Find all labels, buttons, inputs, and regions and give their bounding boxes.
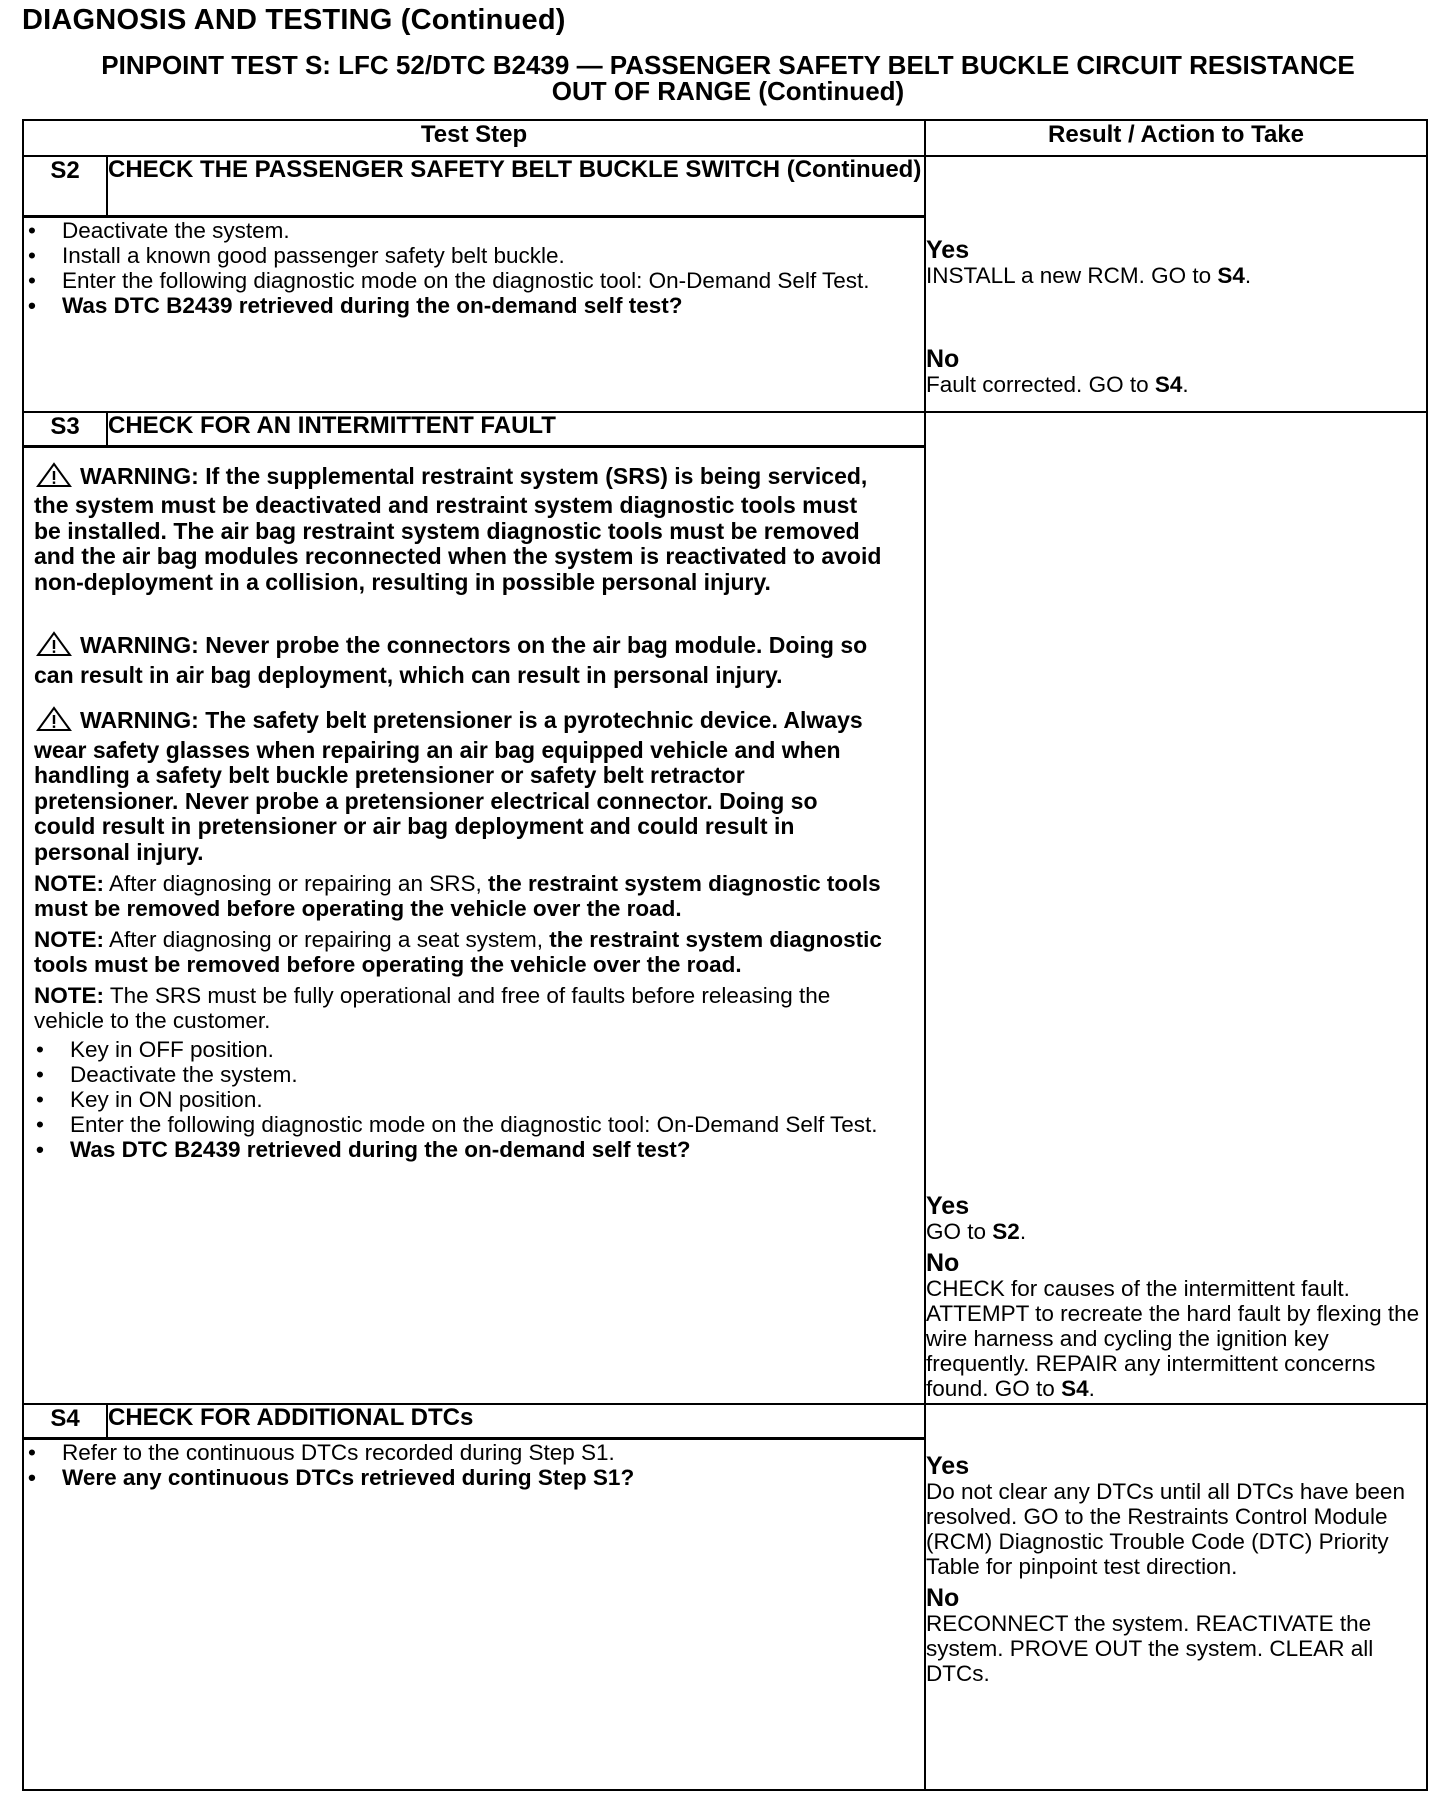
step-body-s2 bbox=[23, 216, 925, 412]
step-title-s3: CHECK FOR AN INTERMITTENT FAULT bbox=[107, 412, 925, 446]
note-srs-operational: NOTE: The SRS must be fully operational and free of faults before releasing the vehicle to the customer. bbox=[34, 983, 831, 1033]
step-title-s2: CHECK THE PASSENGER SAFETY BELT BUCKLE SWITCH (Continued) bbox=[107, 156, 925, 216]
result-header: Result / Action to Take bbox=[925, 120, 1427, 156]
step-s4-bullets bbox=[24, 1440, 924, 1490]
no-action: CHECK for causes of the intermittent fault. ATTEMPT to recreate the hard fault by flexing the wire harness and cycling the ignition key frequently. REPAIR any intermittent concerns found. GO to S4. bbox=[926, 1276, 1420, 1401]
result-cell-s3 bbox=[925, 412, 1427, 1404]
result-no-s3 bbox=[926, 1244, 1426, 1401]
warning-srs-service: WARNING: If the supplemental restraint system (SRS) is being serviced, the system must be deactivated and restraint system diagnostic tools must be installed. The air bag restraint system diagnostic tools must be removed and the air bag modules reconnected when the system is reactivated to avoid non-deployment in a collision, resulting in possible personal injury. bbox=[34, 462, 882, 595]
list-item: • Deactivate the system. bbox=[32, 1062, 884, 1087]
step-number-s2: S2 bbox=[23, 156, 107, 216]
warning-triangle-icon bbox=[36, 462, 72, 494]
result-yes-s3 bbox=[926, 413, 1426, 1244]
list-item: • Enter the following diagnostic mode on the diagnostic tool: On-Demand Self Test. bbox=[24, 268, 924, 293]
yes-action: GO to S2. bbox=[926, 1219, 1027, 1244]
no-label: No bbox=[926, 1584, 960, 1612]
no-label: No bbox=[926, 345, 960, 373]
yes-action: INSTALL a new RCM. GO to S4. bbox=[926, 263, 1252, 288]
result-yes-s4 bbox=[926, 1405, 1426, 1579]
step-s2-question: • Was DTC B2439 retrieved during the on-demand self test? bbox=[24, 293, 924, 318]
yes-label: Yes bbox=[926, 1192, 970, 1220]
step-body-s3 bbox=[23, 446, 925, 1404]
step-s3-title-row bbox=[23, 412, 1427, 446]
result-yes-s2 bbox=[926, 157, 1426, 288]
pinpoint-test-table bbox=[22, 119, 1428, 1791]
list-item: • Key in ON position. bbox=[32, 1087, 884, 1112]
note-srs-repair: NOTE: After diagnosing or repairing an SRS, the restraint system diagnostic tools must be removed before operating the vehicle over the road. bbox=[34, 871, 881, 921]
test-step-header: Test Step bbox=[23, 120, 925, 156]
list-item: • Enter the following diagnostic mode on the diagnostic tool: On-Demand Self Test. bbox=[32, 1112, 884, 1137]
step-s3-question: • Was DTC B2439 retrieved during the on-demand self test? bbox=[32, 1137, 884, 1162]
step-s3-bullets bbox=[32, 1037, 884, 1162]
result-no-s4 bbox=[926, 1579, 1426, 1686]
step-number-s3: S3 bbox=[23, 412, 107, 446]
table-header-row bbox=[23, 120, 1427, 156]
result-cell-s2 bbox=[925, 156, 1427, 412]
result-no-s2 bbox=[926, 288, 1426, 397]
warning-probe-connectors: WARNING: Never probe the connectors on the air bag module. Doing so can result in air bag deployment, which can result in personal injury. bbox=[34, 632, 868, 688]
step-number-s4: S4 bbox=[23, 1404, 107, 1438]
step-s2-title-row bbox=[23, 156, 1427, 216]
step-s4-title-row bbox=[23, 1404, 1427, 1438]
step-s2-bullets bbox=[24, 218, 924, 318]
list-item: • Install a known good passenger safety belt buckle. bbox=[24, 243, 924, 268]
step-s4-question: • Were any continuous DTCs retrieved during Step S1? bbox=[24, 1465, 924, 1490]
list-item: • Deactivate the system. bbox=[24, 218, 924, 243]
warning-pretensioner: WARNING: The safety belt pretensioner is a pyrotechnic device. Always wear safety glasses when repairing an air bag equipped vehicle and when handling a safety belt buckle pretensioner or safety belt retractor pretensioner. Never probe a pretensioner electrical connector. Doing so could result in pretensioner or air bag deployment and could result in personal injury. bbox=[34, 707, 863, 865]
test-title-line-1: PINPOINT TEST S: LFC 52/DTC B2439 — PASSENGER SAFETY BELT BUCKLE CIRCUIT RESISTANCE bbox=[101, 50, 1355, 80]
page-title: DIAGNOSIS AND TESTING (Continued) bbox=[22, 4, 566, 36]
step-title-s4: CHECK FOR ADDITIONAL DTCs bbox=[107, 1404, 925, 1438]
yes-label: Yes bbox=[926, 1452, 970, 1480]
warning-triangle-icon bbox=[36, 706, 72, 738]
yes-label: Yes bbox=[926, 236, 970, 264]
step-body-s4 bbox=[23, 1438, 925, 1790]
pinpoint-test-title bbox=[20, 52, 1436, 104]
note-seat-repair: NOTE: After diagnosing or repairing a seat system, the restraint system diagnostic tools must be removed before operating the vehicle over the road. bbox=[34, 927, 882, 977]
yes-action: Do not clear any DTCs until all DTCs have been resolved. GO to the Restraints Control Module (RCM) Diagnostic Trouble Code (DTC) Priority Table for pinpoint test direction. bbox=[926, 1479, 1405, 1579]
list-item: • Key in OFF position. bbox=[32, 1037, 884, 1062]
test-title-line-2: OUT OF RANGE (Continued) bbox=[551, 76, 905, 106]
list-item: • Refer to the continuous DTCs recorded during Step S1. bbox=[24, 1440, 924, 1465]
result-cell-s4 bbox=[925, 1404, 1427, 1790]
no-action: RECONNECT the system. REACTIVATE the system. PROVE OUT the system. CLEAR all DTCs. bbox=[926, 1611, 1374, 1686]
warning-triangle-icon bbox=[36, 631, 72, 663]
no-label: No bbox=[926, 1249, 960, 1277]
no-action: Fault corrected. GO to S4. bbox=[926, 372, 1189, 397]
